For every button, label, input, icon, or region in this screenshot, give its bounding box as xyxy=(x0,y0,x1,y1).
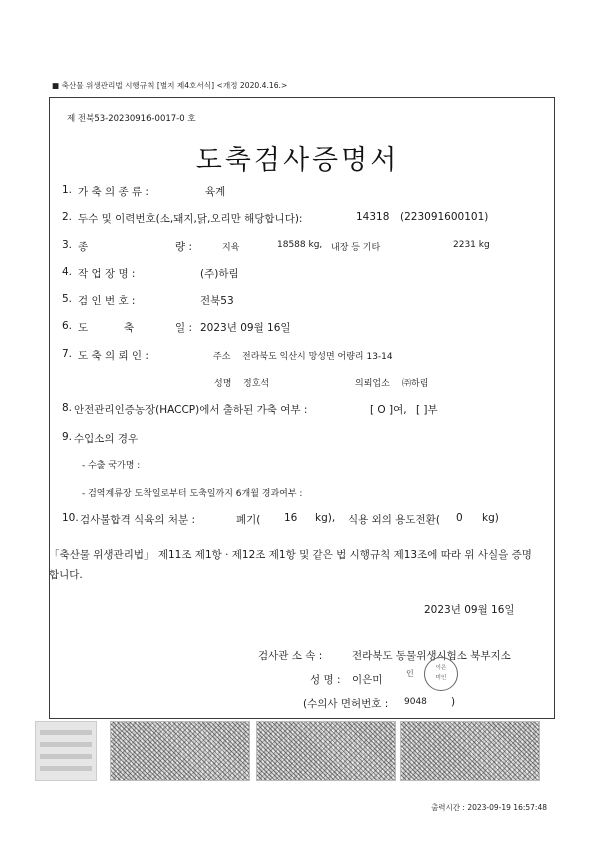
field-3-label-a: 종 xyxy=(78,241,89,253)
form-reference: ■ 축산물 위생관리법 시행규칙 [별지 제4호서식] <개정 2020.4.16.> xyxy=(52,81,288,90)
certification-line-1: 「축산물 위생관리법」 제11조 제1항 · 제12조 제1항 및 같은 법 시행규칙 제13조에 따라 위 사실을 증명 xyxy=(49,549,532,561)
certification-statement xyxy=(49,545,555,585)
field-7-company-value: ㈜하림 xyxy=(402,379,429,389)
field-3-carcass-label: 지육 xyxy=(222,243,240,253)
field-2-label: 두수 및 이력번호(소,돼지,닭,오리만 해당합니다): xyxy=(78,213,303,225)
field-9-quarantine-period: - 검역계류장 도착일로부터 도축일까지 6개월 경과여부 : xyxy=(82,489,303,499)
field-7-name-label: 성명 xyxy=(214,379,232,389)
field-8-yes-option: [ O ]여, xyxy=(370,404,407,416)
certification-date: 2023년 09월 16일 xyxy=(424,604,515,616)
field-5-label: 검 인 번 호 : xyxy=(78,295,136,307)
field-8-label: 안전관리인증농장(HACCP)에서 출하된 가축 여부 : xyxy=(74,404,308,416)
field-5-value: 전북53 xyxy=(200,295,234,307)
certification-line-2: 합니다. xyxy=(49,569,83,581)
field-10-number: 10. xyxy=(62,512,79,524)
field-7-label: 도 축 의 뢰 인 : xyxy=(78,350,149,362)
field-5-number: 5. xyxy=(62,293,73,305)
security-barcode-small xyxy=(35,721,97,781)
field-10-disposal-label: 폐기( xyxy=(236,514,261,526)
inspector-name-label: 성 명 : xyxy=(310,674,341,686)
field-4-number: 4. xyxy=(62,266,73,278)
field-7-number: 7. xyxy=(62,348,73,360)
field-3-carcass-value: 18588 kg, xyxy=(277,240,323,250)
inspector-org-value: 전라북도 동물위생시험소 북부지소 xyxy=(352,650,511,662)
license-label: (수의사 면허번호 : xyxy=(303,698,389,710)
field-7-name-value: 정호석 xyxy=(243,379,270,389)
field-7-address-value: 전라북도 익산시 망성면 어량리 13-14 xyxy=(242,352,393,362)
field-6-label-a: 도 xyxy=(78,322,89,334)
field-4-label: 작 업 장 명 : xyxy=(78,268,136,280)
document-number: 제 전북53-20230916-0017-0 호 xyxy=(67,114,196,124)
field-8-number: 8. xyxy=(62,402,73,414)
inspector-org-label: 검사관 소 속 : xyxy=(258,650,323,662)
seal-text-bottom: 미인 xyxy=(435,675,447,681)
field-10-other-value: 0 xyxy=(456,512,463,524)
field-6-label-b: 축 xyxy=(124,322,135,334)
field-6-number: 6. xyxy=(62,320,73,332)
document-title: 도축검사증명서 xyxy=(195,145,400,176)
security-pattern-1 xyxy=(110,721,250,781)
field-10-other-unit: kg) xyxy=(482,512,499,524)
field-9-export-country: - 수출 국가명 : xyxy=(82,461,141,471)
field-1-value: 육계 xyxy=(205,186,226,198)
field-8-no-option: [ ]부 xyxy=(416,404,438,416)
field-1-number: 1. xyxy=(62,184,73,196)
field-2-trace-number: (223091600101) xyxy=(400,211,489,223)
field-9-number: 9. xyxy=(62,431,73,443)
field-3-label-b: 량 : xyxy=(175,241,193,253)
security-pattern-3 xyxy=(400,721,540,781)
inspector-name-value: 이은미 xyxy=(352,674,383,686)
field-4-value: (주)하림 xyxy=(200,268,239,280)
field-10-label: 검사불합격 식육의 처분 : xyxy=(80,514,195,526)
license-close: ) xyxy=(451,696,456,708)
field-7-company-label: 의뢰업소 xyxy=(355,379,390,389)
field-6-label-c: 일 : xyxy=(175,322,193,334)
field-2-number: 2. xyxy=(62,211,73,223)
license-number: 9048 xyxy=(404,697,427,707)
inspector-seal-stamp xyxy=(424,657,458,691)
field-7-address-label: 주소 xyxy=(213,352,231,362)
seal-label: 인 xyxy=(406,669,414,678)
field-10-other-label: 식용 외의 용도전환( xyxy=(348,514,440,526)
security-pattern-2 xyxy=(256,721,396,781)
field-3-number: 3. xyxy=(62,239,73,251)
field-10-disposal-unit: kg), xyxy=(315,512,336,524)
field-3-offal-label: 내장 등 기타 xyxy=(331,243,381,253)
field-6-value: 2023년 09월 16일 xyxy=(200,322,291,334)
field-9-label: 수입소의 경우 xyxy=(74,433,139,445)
print-timestamp: 출력시간 : 2023-09-19 16:57:48 xyxy=(431,803,547,812)
field-10-disposal-value: 16 xyxy=(284,512,298,524)
field-1-label: 가 축 의 종 류 : xyxy=(78,186,149,198)
field-3-offal-value: 2231 kg xyxy=(453,240,490,250)
field-2-head-count: 14318 xyxy=(356,211,390,223)
seal-text-top: 이은 xyxy=(435,665,447,671)
